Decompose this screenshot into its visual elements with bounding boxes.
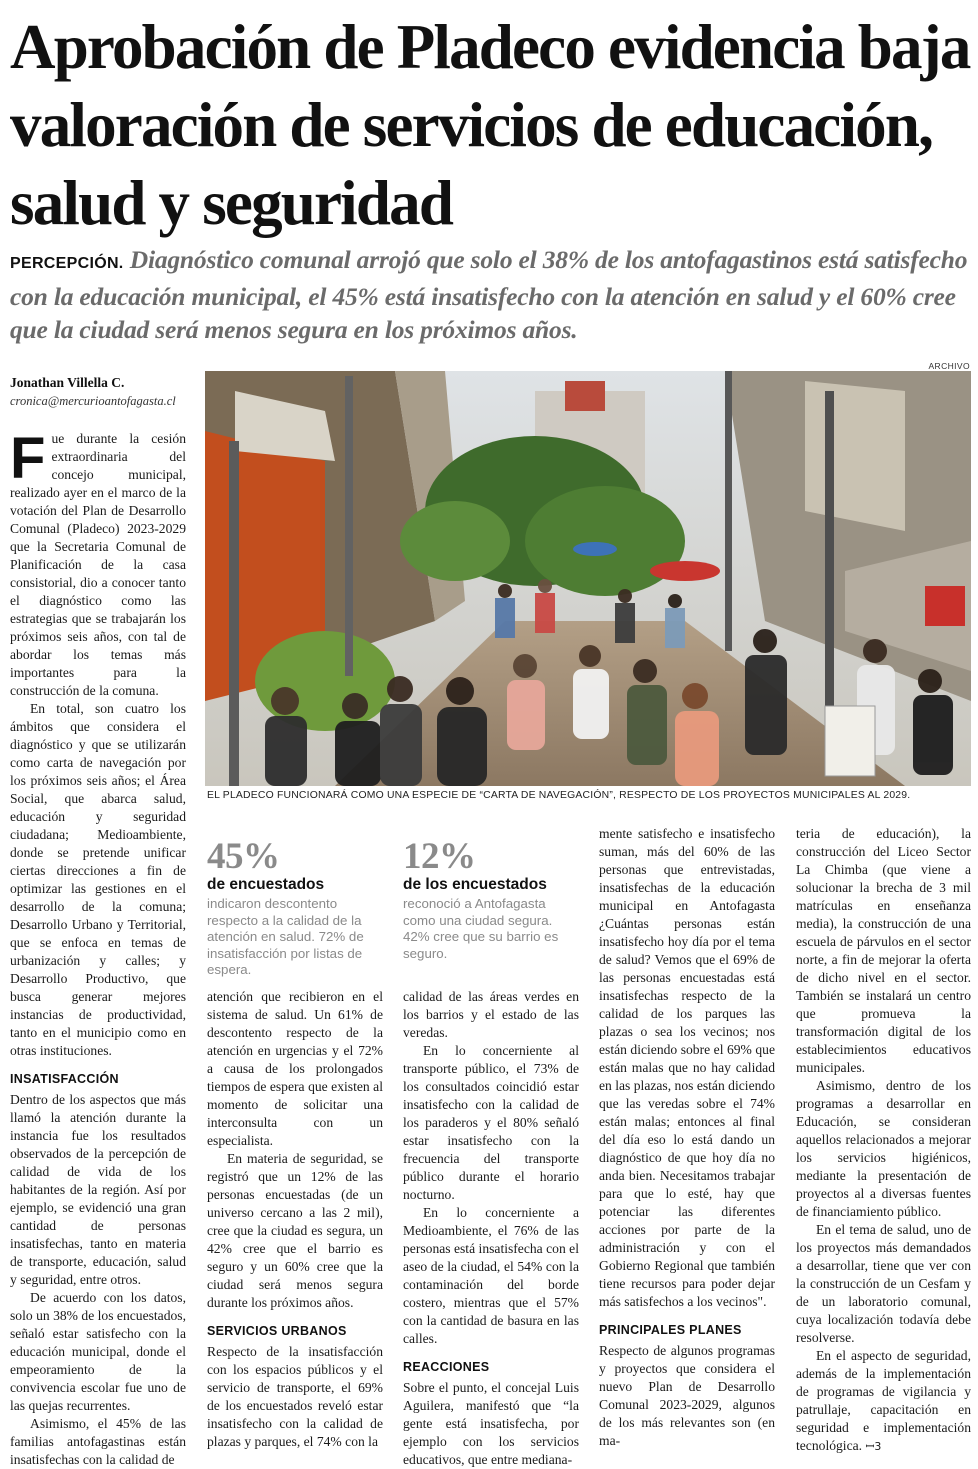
subheading-insatisfaccion: INSATISFACCIÓN	[10, 1072, 119, 1086]
photo-caption: EL PLADECO FUNCIONARÁ COMO UNA ESPECIE DE “CARTA DE NAVEGACIÓN”, RESPECTO DE LOS PROYECTOS MUNICIPALES AL 2029.	[207, 790, 911, 801]
paragraph: En lo concerniente al transporte público, el 73% de los consultados coincidió estar insatisfecho con la calidad de los paraderos y el 80% señaló estar insatisfecho con la frecuencia del transporte público durante el horario nocturno.	[403, 1043, 579, 1202]
column-3	[403, 988, 579, 1469]
paragraph: atención que recibieron en el sistema de salud. Un 61% de descontento respecto de la atención en urgencias y el 72% a causa de los prolongados tiempos de espera que existen al momento de solicitar una interconsulta con un especialista.	[207, 989, 383, 1148]
paragraph: mente satisfecho e insatisfecho suman, más del 60% de las personas que entrevistadas, insatisfechas de la educación municipal en Antofagasta ¿Cuántas personas están insatisfecho hoy día por el tema de salud? Vemos que el 69% de las personas encuestadas está insatisfechas respecto de la calidad de los parques las plazas o sea los vecinos; nos están diciendo sobre el 69% que están malas que no hay calidad en las plazas, nos están diciendo que las veredas sobre el 74% están malas; entonces al final del día eso lo está dando un diagnóstico de que hoy día no anda bien. Necesitamos trabajar para que lo esté, hay que potenciar las diferentes acciones por parte de la administración y con el Gobierno Regional que también tiene recursos para poder dejar más satisfechos a los vecinos".	[599, 826, 775, 1309]
deck-text: Diagnóstico comunal arrojó que solo el 38% de los antofagastinos está satisfecho con la educación municipal, el 45% está insatisfecho con la atención en salud y el 60% cree que la ciudad será menos segura en los próximos años.	[10, 245, 968, 344]
stat-number: 45%	[207, 836, 280, 877]
paragraph: En lo concerniente a Medioambiente, el 76% de las personas está insatisfecha con el aseo de la ciudad, el 54% con la contaminación del borde costero, mientras que el 57% con la cantidad de basura en las calles.	[403, 1205, 579, 1346]
stat-text: reconoció a Antofagasta como una ciudad segura. 42% cree que su barrio es seguro.	[403, 896, 559, 961]
deck-kicker: PERCEPCIÓN.	[10, 255, 124, 272]
paragraph: Dentro de los aspectos que más llamó la atención durante la instancia fue los resultados observados de la percepción de calidad de vida de los habitantes de la región. Así por ejemplo, se evidenció una gran cantidad de personas insatisfechas, tanto en materia de transporte, educación, salud y seguridad, entre otros.	[10, 1092, 186, 1287]
paragraph-text: En el aspecto de seguridad, además de la implementación de programas de vigilancia y patrullaje, capacitación en seguridad e implementación tecnológica.	[796, 1348, 971, 1453]
stat-box-seguridad	[403, 838, 581, 962]
paragraph	[796, 1347, 971, 1456]
column-4	[599, 825, 775, 1450]
subheading-servicios-urbanos: SERVICIOS URBANOS	[207, 1324, 347, 1338]
paragraph: Sobre el punto, el concejal Luis Aguilera, manifestó que “la gente está insatisfecha, por ejemplo con los servicios educativos, que entre mediana-	[403, 1380, 579, 1467]
byline-email[interactable]: cronica@mercurioantofagasta.cl	[10, 394, 176, 408]
stat-label: de encuestados	[207, 876, 325, 893]
paragraph: teria de educación), la construcción del Liceo Sector La Chimba (que viene a solucionar la brecha de 3 mil matrículas en enseñanza media), la construcción de una escuela de párvulos en el sector norte, a fin de mejorar la oferta de dicho nivel en el sector. También se instalará un centro que promueva la transformación digital de los establecimientos educativos municipales.	[796, 826, 971, 1075]
column-5	[796, 825, 971, 1456]
stat-text: indicaron descontento respecto a la calidad de la atención en salud. 72% de insatisfacción por listas de espera.	[207, 896, 364, 977]
dropcap: F	[10, 426, 46, 491]
paragraph: calidad de las áreas verdes en los barrios y el estado de las veredas.	[403, 989, 579, 1040]
stat-number: 12%	[403, 836, 476, 877]
paragraph: Respecto de algunos programas y proyectos que considera el nuevo Plan de Desarrollo Comunal 2023-2029, algunos de los más relevantes son (en ma-	[599, 1343, 775, 1448]
subheading-reacciones: REACCIONES	[403, 1360, 490, 1374]
subheading-principales-planes: PRINCIPALES PLANES	[599, 1323, 742, 1337]
column-1	[10, 426, 186, 1469]
paragraph: De acuerdo con los datos, solo un 38% de los encuestados, señaló estar satisfecho con la educación municipal, donde el empeoramiento de la convivencia escolar fue uno de las quejas recurrentes.	[10, 1290, 186, 1413]
byline-author: Jonathan Villella C.	[10, 375, 125, 390]
paragraph: Asimismo, el 45% de las familias antofagastinas están insatisfechas con la calidad de	[10, 1416, 186, 1467]
paragraph: Respecto de la insatisfacción con los espacios públicos y el servicio de transporte, el 69% de los encuestados reveló estar insatisfecho con la calidad de plazas y parques, el 74% con la	[207, 1344, 383, 1449]
street-photo	[205, 371, 971, 786]
byline	[10, 375, 195, 409]
paragraph-text: ue durante la cesión extraordinaria del concejo municipal, realizado ayer en el marco de la votación del Plan de Desarrollo Comunal (Pladeco) 2023-2029 que la Secretaria Comunal de Planificación de la casa consistorial, dio a conocer tanto el diagnóstico como las estrategias que se trabajarán los próximos seis años, con tal de abordar los temas más importantes para la construcción de la comuna.	[10, 431, 186, 698]
paragraph: En materia de seguridad, se registró que un 12% de las personas encuestadas (de un universo cercano a las 2 mil), cree que la ciudad es segura, un 42% cree que el barrio es seguro y un 60% cree que la ciudad será menos segura durante los próximos años.	[207, 1151, 383, 1310]
paragraph	[10, 426, 186, 700]
stat-label: de los encuestados	[403, 876, 547, 893]
photo-credit: ARCHIVO	[928, 361, 970, 371]
stat-box-salud	[207, 838, 385, 979]
paragraph: Asimismo, dentro de los programas a desarrollar en Educación, se consideran aquellos relacionados a mejorar los servicios higiénicos, mediante la presentación de proyectos al a diversas fuentes de financiamiento público.	[796, 1078, 971, 1219]
deck	[10, 243, 970, 346]
paragraph: En el tema de salud, uno de los proyectos más demandados a desarrollar, tiene que ver con la construcción de un Cesfam y de un laboratorio comunal, cuya localización todavía debe resolverse.	[796, 1222, 971, 1345]
end-mark-icon: ꟷ3	[865, 1440, 882, 1453]
paragraph: En total, son cuatro los ámbitos que considera el diagnóstico y que se utilizarán como carta de navegación por los próximos seis años; el Área Social, que abarca salud, educación y seguridad ciudadana; Medioambiente, donde se pretende unificar ciertas direcciones a fin de optimizar las gestiones en el desarrollo de la comuna; Desarrollo Urbano y Territorial, que se enfoca en temas de urbanización y calles; y Desarrollo Productivo, que busca generar mejores instancias de productividad, tanto en el municipio como en otras instituciones.	[10, 701, 186, 1058]
headline: Aprobación de Pladeco evidencia baja valoración de servicios de educación, salud y seguridad	[10, 12, 970, 238]
column-2	[207, 988, 383, 1451]
